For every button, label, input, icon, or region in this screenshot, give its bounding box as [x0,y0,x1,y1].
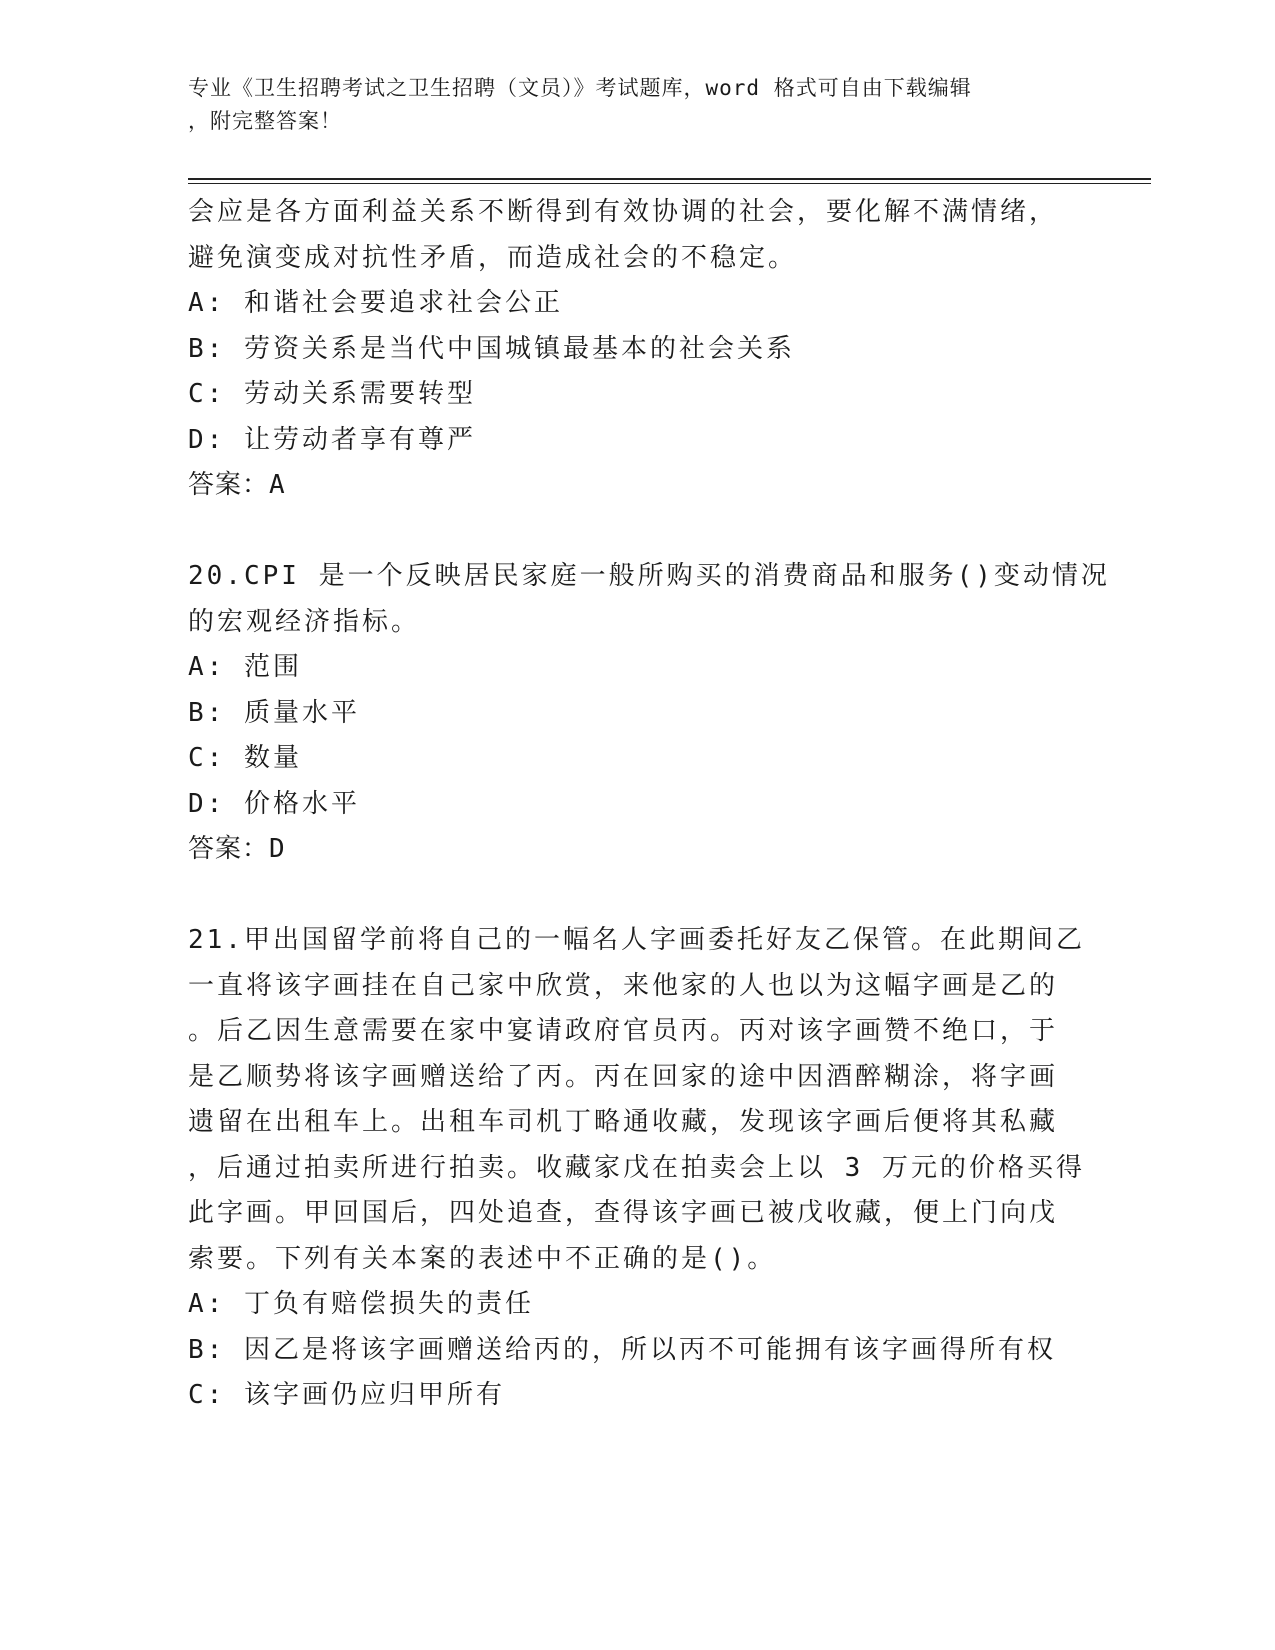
option-a: A: 和谐社会要追求社会公正 [188,288,563,318]
question-stem-line: 索要。下列有关本案的表述中不正确的是()。 [188,1243,777,1274]
answer-row [188,463,1078,509]
question-stem-line: ，后通过拍卖所进行拍卖。收藏家戊在拍卖会上以 3 万元的价格买得 [188,1152,1085,1183]
option-c: C: 该字画仍应归甲所有 [188,1380,505,1410]
option-c: C: 劳动关系需要转型 [188,379,476,409]
header-rule-thick [188,178,1151,180]
question-stem-line: 会应是各方面利益关系不断得到有效协调的社会，要化解不满情绪， [188,197,1059,227]
question-stem-line: 20.CPI 是一个反映居民家庭一般所购买的消费商品和服务()变动情况 [188,561,1110,591]
answer-value: D [269,834,286,864]
question-19 [188,190,1078,509]
option-d: D: 让劳动者享有尊严 [188,424,476,455]
option-b: B: 因乙是将该字画赠送给丙的，所以丙不可能拥有该字画得所有权 [188,1334,1056,1365]
answer-value: A [269,470,286,500]
option-d: D: 价格水平 [188,788,360,819]
header-line-2: ，附完整答案！ [188,109,342,133]
answer-row [188,827,1078,873]
question-stem-line: 一直将该字画挂在自己家中欣赏，来他家的人也以为这幅字画是乙的 [188,970,1059,1001]
question-stem-line: 是乙顺势将该字画赠送给了丙。丙在回家的途中因酒醉糊涂，将字画 [188,1061,1059,1092]
header-line-1: 专业《卫生招聘考试之卫生招聘（文员）》考试题库，word 格式可自由下载编辑 [188,76,972,100]
spacer [188,873,1078,919]
answer-label: 答案： [188,834,270,864]
question-stem-line: 此字画。甲回国后，四处追查，查得该字画已被戊收藏，便上门向戊 [188,1198,1059,1228]
question-stem-line: 的宏观经济指标。 [188,606,421,637]
question-20 [188,554,1110,873]
answer-label: 答案： [188,470,270,500]
question-21 [188,918,1085,1419]
option-c: C: 数量 [188,743,302,773]
question-stem-line: 避免演变成对抗性矛盾，而造成社会的不稳定。 [188,242,798,273]
option-b: B: 劳资关系是当代中国城镇最基本的社会关系 [188,333,795,364]
page-header [188,72,1068,138]
option-a: A: 范围 [188,652,302,682]
question-stem-line: 。后乙因生意需要在家中宴请政府官员丙。丙对该字画赞不绝口，于 [188,1016,1059,1046]
option-b: B: 质量水平 [188,697,360,728]
spacer [188,509,1078,555]
header-rule-thin [188,183,1151,184]
question-stem-line: 21.甲出国留学前将自己的一幅名人字画委托好友乙保管。在此期间乙 [188,925,1085,955]
questions-body [188,190,1110,1419]
question-stem-line: 遗留在出租车上。出租车司机丁略通收藏，发现该字画后便将其私藏 [188,1107,1059,1137]
option-a: A: 丁负有赔偿损失的责任 [188,1289,534,1319]
